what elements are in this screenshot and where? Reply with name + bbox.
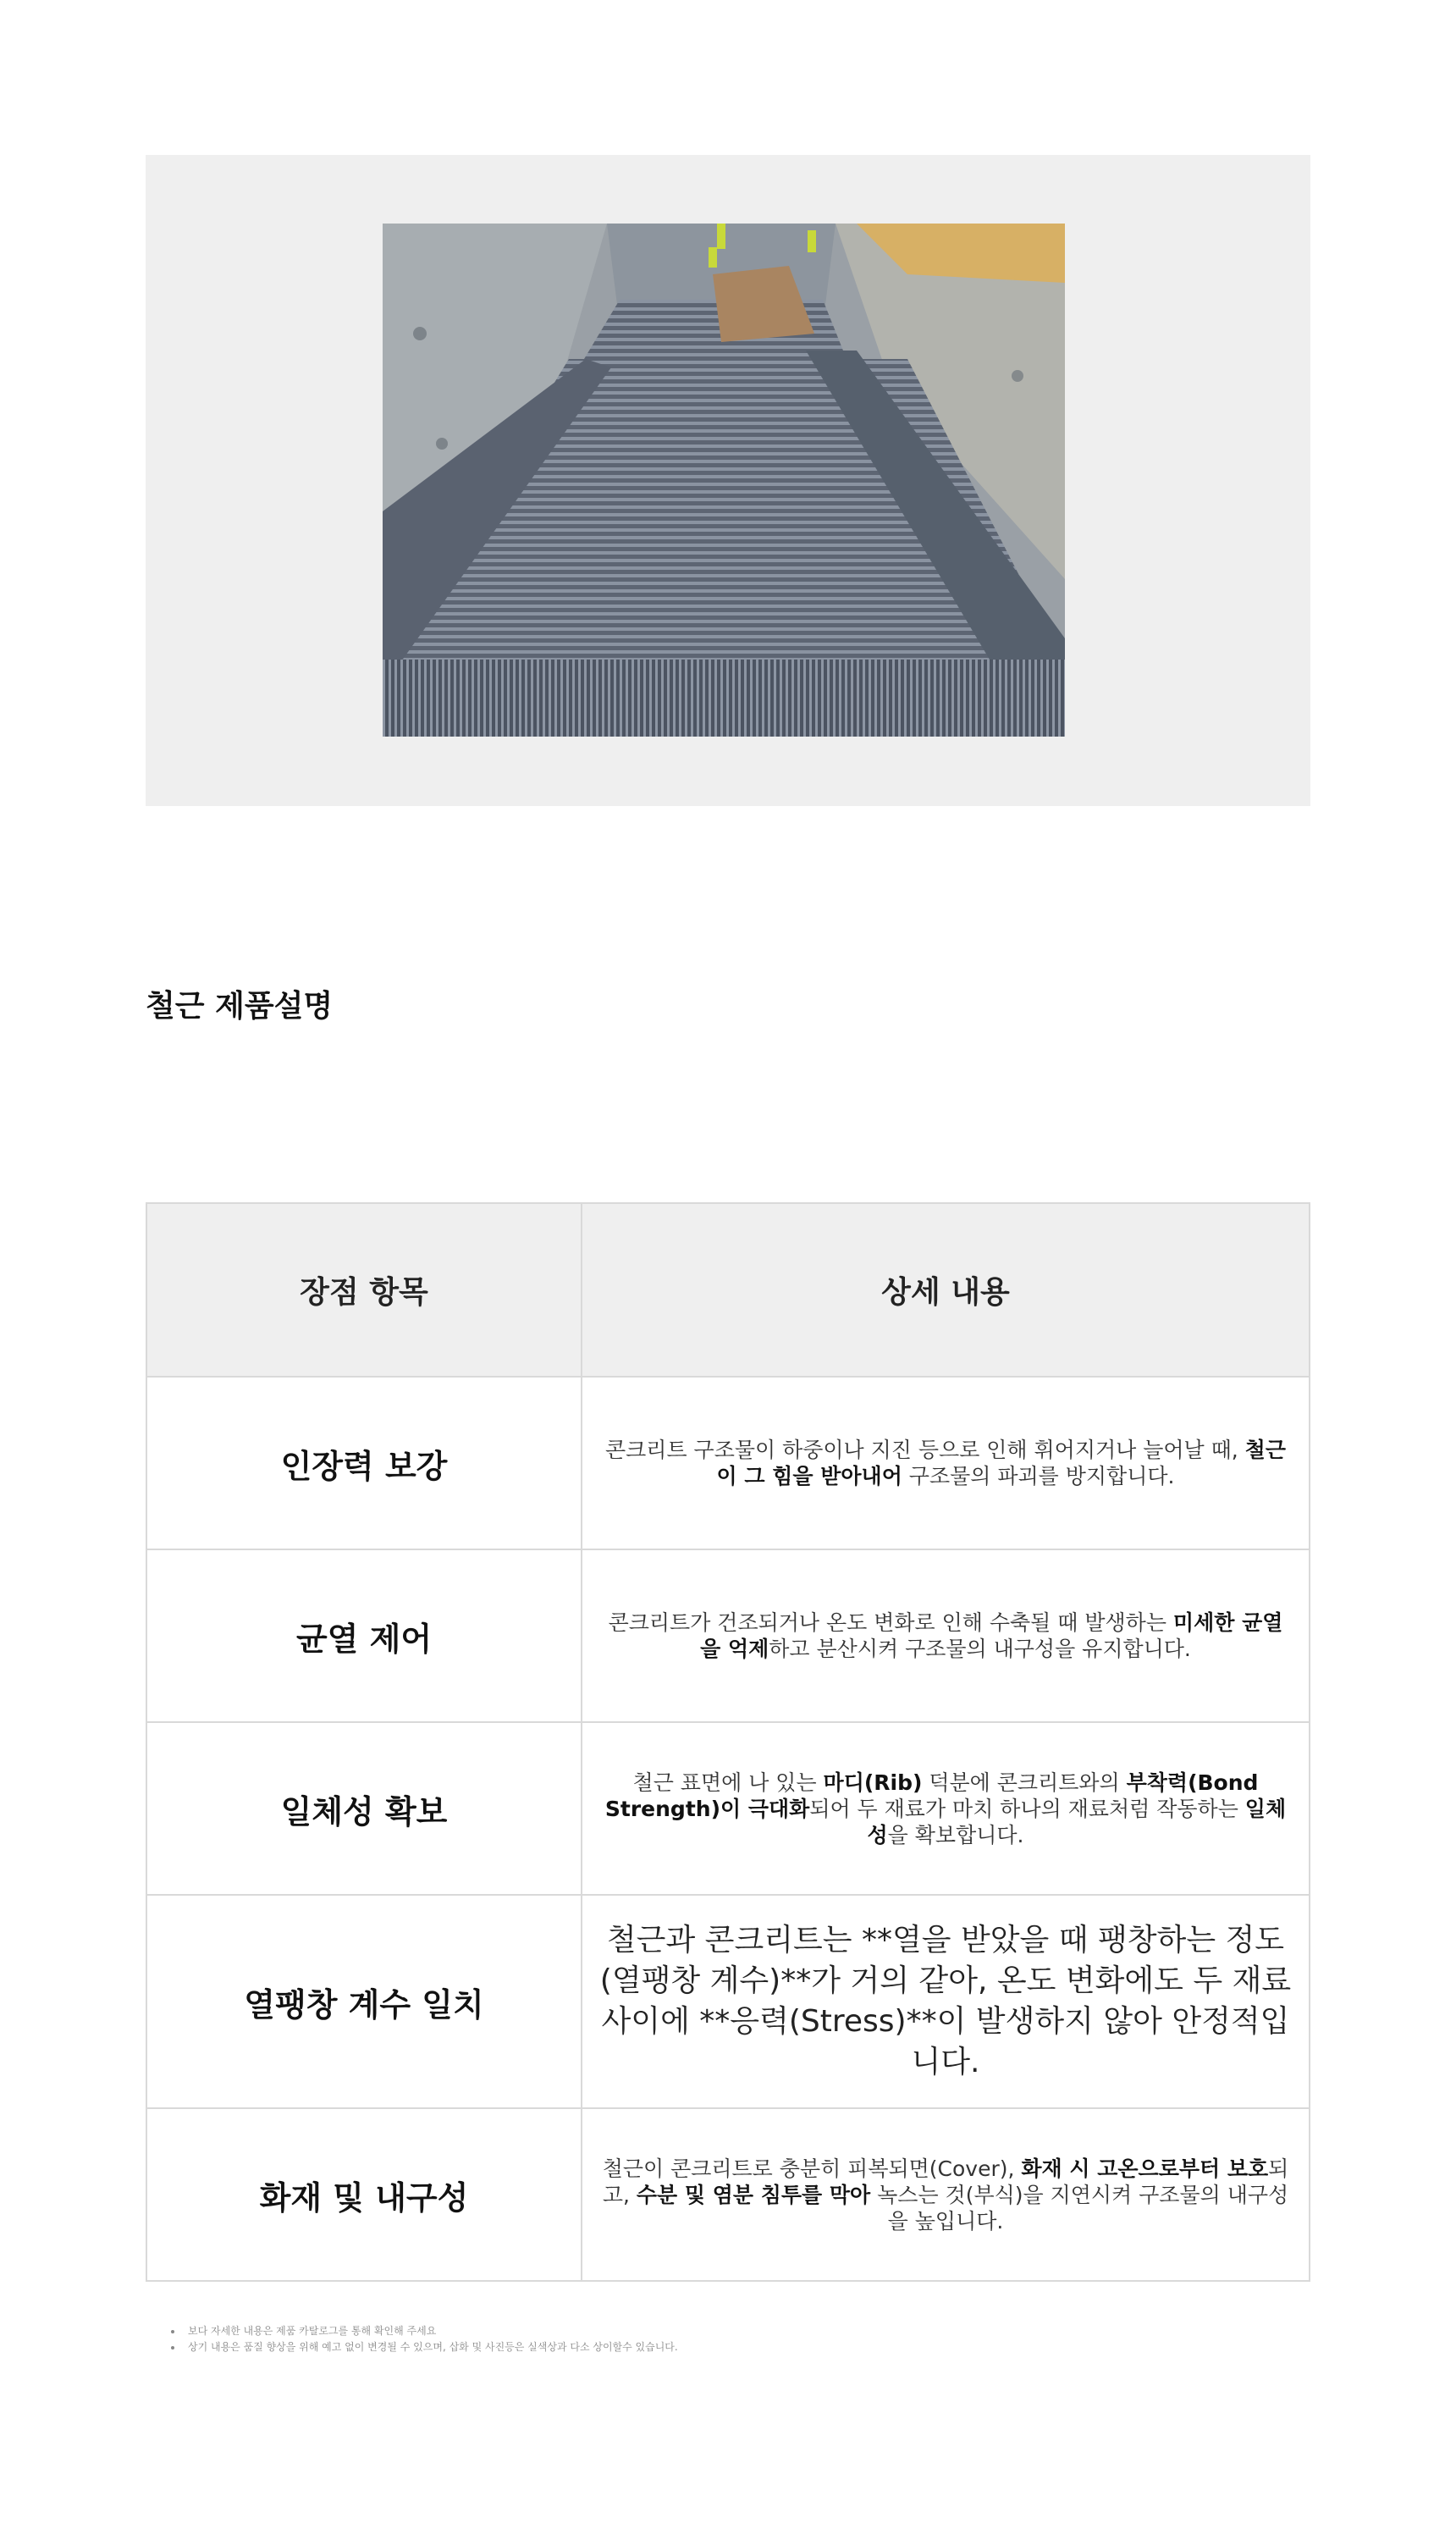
footnote-item: • 상기 내용은 품질 향상을 위해 예고 없이 변경될 수 있으며, 삽화 및 사진등은 실색상과 다소 상이할수 있습니다.	[183, 2339, 678, 2355]
footnotes	[146, 2323, 678, 2355]
column-header-item: 장점 항목	[146, 1203, 582, 1377]
advantage-name: 화재 및 내구성	[146, 2108, 582, 2281]
advantage-name: 인장력 보강	[146, 1377, 582, 1549]
advantage-detail: 철근이 콘크리트로 충분히 피복되면(Cover), 화재 시 고온으로부터 보호되고, 수분 및 염분 침투를 막아 녹스는 것(부식)을 지연시켜 구조물의 내구성을 높입니다.	[582, 2108, 1310, 2281]
advantage-detail: 철근 표면에 나 있는 마디(Rib) 덕분에 콘크리트와의 부착력(Bond Strength)이 극대화되어 두 재료가 마치 하나의 재료처럼 작동하는 일체성을 확보합니다.	[582, 1722, 1310, 1895]
advantage-detail: 철근과 콘크리트는 **열을 받았을 때 팽창하는 정도(열팽창 계수)**가 거의 같아, 온도 변화에도 두 재료 사이에 **응력(Stress)**이 발생하지 않아 안정적입니다.	[582, 1895, 1310, 2108]
advantages-table	[146, 1202, 1310, 2282]
table-row	[146, 1377, 1310, 1549]
table-row	[146, 1895, 1310, 2108]
advantage-name: 일체성 확보	[146, 1722, 582, 1895]
column-header-detail: 상세 내용	[582, 1203, 1310, 1377]
table-row	[146, 2108, 1310, 2281]
advantage-detail: 콘크리트가 건조되거나 온도 변화로 인해 수축될 때 발생하는 미세한 균열을 억제하고 분산시켜 구조물의 내구성을 유지합니다.	[582, 1549, 1310, 1722]
table-header-row	[146, 1203, 1310, 1377]
advantage-name: 균열 제어	[146, 1549, 582, 1722]
rebar-photo	[383, 224, 1065, 737]
table-row	[146, 1722, 1310, 1895]
footnote-item: • 보다 자세한 내용은 제품 카탈로그를 통해 확인해 주세요	[183, 2323, 678, 2339]
product-photo-panel	[146, 155, 1310, 806]
section-title: 철근 제품설명	[146, 989, 334, 1024]
table-row	[146, 1549, 1310, 1722]
advantage-name: 열팽창 계수 일치	[146, 1895, 582, 2108]
advantage-detail: 콘크리트 구조물이 하중이나 지진 등으로 인해 휘어지거나 늘어날 때, 철근이 그 힘을 받아내어 구조물의 파괴를 방지합니다.	[582, 1377, 1310, 1549]
